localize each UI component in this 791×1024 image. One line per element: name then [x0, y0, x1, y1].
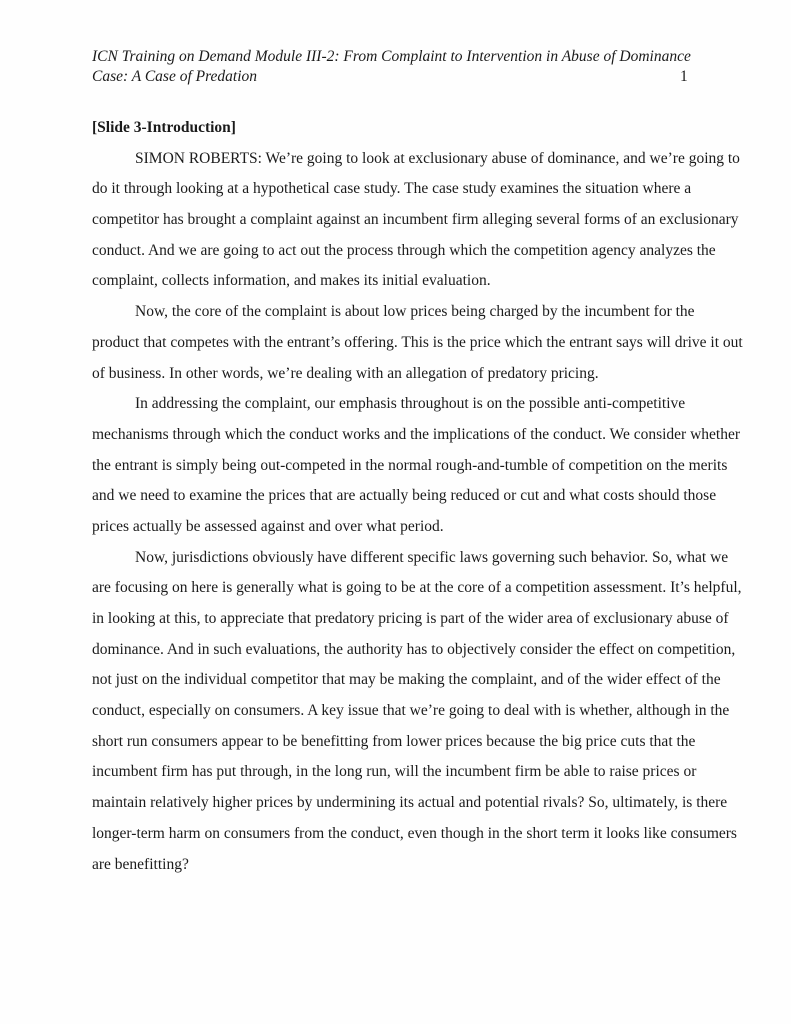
paragraph [92, 144, 740, 297]
text-line: dominance. And in such evaluations, the authority has to objectively consider the effect on competition, [92, 640, 736, 658]
text-line: longer-term harm on consumers from the conduct, even though in the short term it looks like consumers [92, 824, 737, 842]
paragraph [92, 543, 742, 881]
text-line: do it through looking at a hypothetical case study. The case study examines the situation where a [92, 180, 692, 198]
text-line: complaint, collects information, and makes its initial evaluation. [92, 272, 491, 290]
text-line: Now, the core of the complaint is about low prices being charged by the incumbent for the [135, 303, 695, 321]
text-line: incumbent firm has put through, in the long run, will the incumbent firm be able to raise prices or [92, 763, 697, 781]
text-line: are benefitting? [92, 855, 189, 873]
page-header [92, 47, 698, 87]
paragraph [92, 297, 743, 389]
text-line: the entrant is simply being out-competed in the normal rough-and-tumble of competition on the merits [92, 456, 728, 474]
text-line: mechanisms through which the conduct works and the implications of the conduct. We consider whether [92, 425, 741, 443]
text-line: SIMON ROBERTS: We’re going to look at exclusionary abuse of dominance, and we’re going to [135, 149, 740, 167]
text-line: conduct, especially on consumers. A key issue that we’re going to deal with is whether, although in the [92, 702, 730, 720]
text-line: of business. In other words, we’re dealing with an allegation of predatory pricing. [92, 364, 599, 382]
header-title-line-2: Case: A Case of Predation [92, 68, 258, 85]
text-line: not just on the individual competitor that may be making the complaint, and of the wider effect of the [92, 671, 721, 689]
text-line: short run consumers appear to be benefitting from lower prices because the big price cuts that the [92, 732, 696, 750]
text-line: and we need to examine the prices that are actually being reduced or cut and what costs should those [92, 487, 717, 505]
page-number: 1 [680, 68, 688, 85]
text-line: competitor has brought a complaint against an incumbent firm alleging several forms of an exclusionary [92, 211, 739, 229]
text-line: maintain relatively higher prices by undermining its actual and potential rivals? So, ultimately, is there [92, 794, 728, 812]
text-line: in looking at this, to appreciate that predatory pricing is part of the wider area of exclusionary abuse of [92, 610, 729, 628]
slide-heading: [Slide 3-Introduction] [92, 119, 236, 136]
text-line: prices actually be assessed against and over what period. [92, 517, 444, 535]
text-line: In addressing the complaint, our emphasis throughout is on the possible anti-competitive [135, 395, 686, 413]
paragraph [92, 389, 741, 542]
text-line: are focusing on here is generally what is going to be at the core of a competition assessment. It’s helpful, [92, 579, 742, 597]
text-line: conduct. And we are going to act out the process through which the competition agency analyzes the [92, 241, 716, 259]
document-content [92, 113, 743, 880]
document-body [92, 144, 743, 881]
text-line: product that competes with the entrant’s offering. This is the price which the entrant says will drive it out [92, 333, 743, 351]
header-title-line-1: ICN Training on Demand Module III-2: From Complaint to Intervention in Abuse of Dominance [92, 48, 691, 65]
text-line: Now, jurisdictions obviously have different specific laws governing such behavior. So, what we [135, 548, 729, 566]
